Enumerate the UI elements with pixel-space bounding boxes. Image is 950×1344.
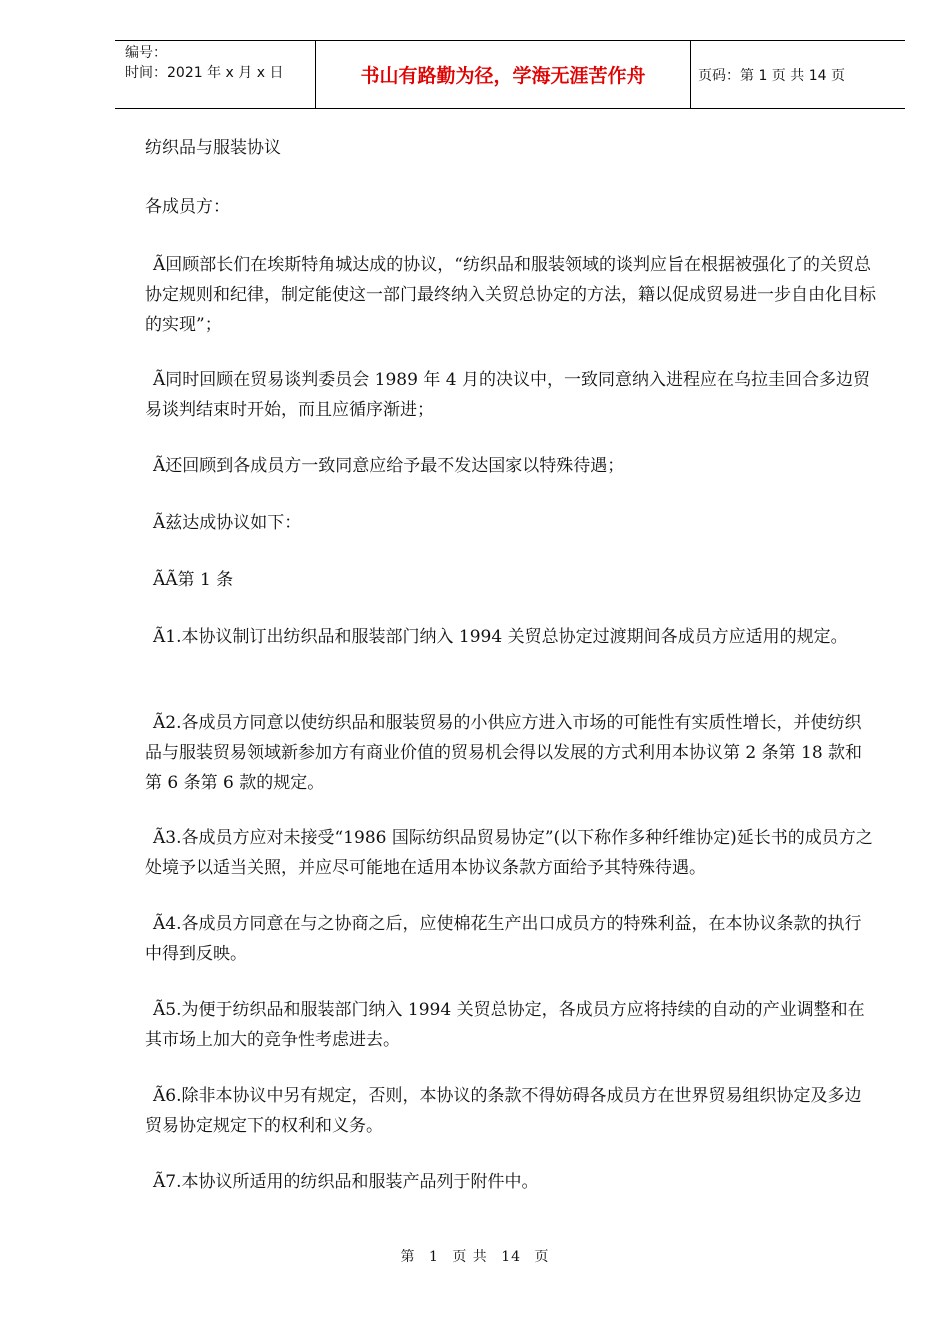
footer-prefix: 第 — [400, 1249, 416, 1265]
footer-suffix: 页 — [534, 1249, 550, 1265]
paragraph: Ã3.各成员方应对未接受“1986 国际纺织品贸易协定”(以下称作多种纤维协定)延长书的成员方之处境予以适当关照，并应尽可能地在适用本协议条款方面给予其特殊待遇。 — [145, 828, 873, 878]
paragraph: Ã5.为便于纺织品和服装部门纳入 1994 关贸总协定，各成员方应将持续的自动的产业调整和在其市场上加大的竞争性考虑进去。 — [145, 1000, 865, 1050]
paragraph: Ã6.除非本协议中另有规定，否则，本协议的条款不得妨碍各成员方在世界贸易组织协定及多边贸易协定规定下的权利和义务。 — [145, 1086, 862, 1136]
header-page-info: 页码：第 1 页 共 14 页 — [698, 67, 845, 84]
paragraph: Ã同时回顾在贸易谈判委员会 1989 年 4 月的决议中，一致同意纳入进程应在乌拉圭回合多边贸易谈判结束时开始，而且应循序渐进； — [145, 370, 870, 420]
header-meta — [125, 43, 315, 83]
paragraph: Ã2.各成员方同意以使纺织品和服装贸易的小供应方进入市场的可能性有实质性增长，并使纺织品与服装贸易领域新参加方有商业价值的贸易机会得以发展的方式利用本协议第 2 条第 18 款和第 6 条第 6 款的规定。 — [145, 713, 863, 793]
document-title: 纺织品与服装协议 — [145, 138, 281, 158]
paragraph: Ã兹达成协议如下： — [153, 513, 302, 533]
paragraph: Ã1.本协议制订出纺织品和服装部门纳入 1994 关贸总协定过渡期间各成员方应适用的规定。 — [153, 627, 848, 647]
paragraph: Ã4.各成员方同意在与之协商之后，应使棉花生产出口成员方的特殊利益，在本协议条款的执行中得到反映。 — [145, 914, 862, 964]
footer-page-number: 1 — [428, 1249, 439, 1265]
paragraph: Ã回顾部长们在埃斯特角城达成的协议，“纺织品和服装领域的谈判应旨在根据被强化了的关贸总协定规则和纪律，制定能使这一部门最终纳入关贸总协定的方法，籍以促成贸易进一步自由化目标的实现”； — [145, 255, 876, 335]
paragraph: Ã7.本协议所适用的纺织品和服装产品列于附件中。 — [153, 1172, 539, 1192]
page-header — [115, 40, 905, 109]
paragraph: Ã还回顾到各成员方一致同意应给予最不发达国家以特殊待遇； — [153, 456, 625, 476]
footer-total-pages: 14 — [501, 1249, 522, 1265]
header-number-label: 编号： — [125, 45, 167, 61]
footer-mid: 页 共 — [452, 1249, 488, 1265]
page-footer — [0, 1246, 950, 1266]
paragraph: 各成员方： — [145, 197, 230, 217]
header-motto: 书山有路勤为径，学海无涯苦作舟 — [315, 41, 691, 108]
article-heading: ÃÃ第 1 条 — [153, 570, 234, 590]
header-time-label: 时间：2021 年 x 月 x 日 — [125, 65, 284, 81]
